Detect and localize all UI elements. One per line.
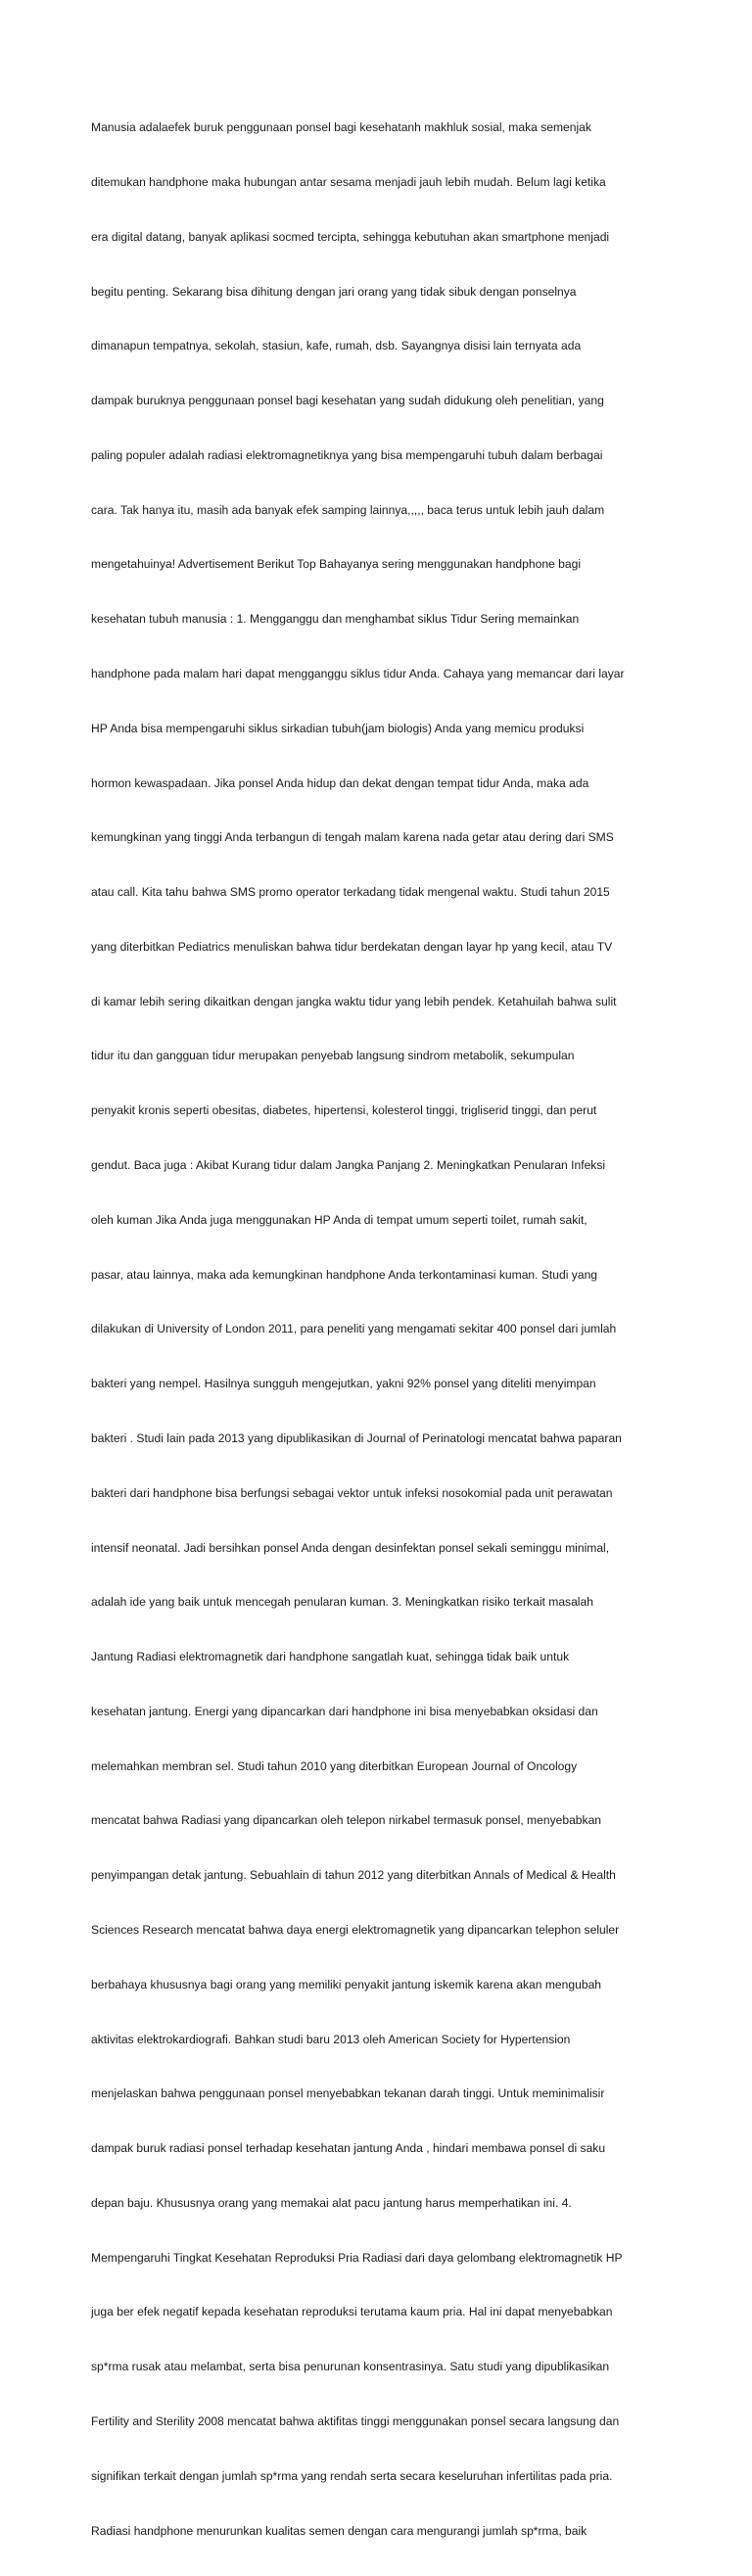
text-line: atau call. Kita tahu bahwa SMS promo operator terkadang tidak mengenal waktu. Studi tahun 2015 bbox=[91, 885, 610, 900]
text-line: kesehatan tubuh manusia : 1. Mengganggu dan menghambat siklus Tidur Sering memainkan bbox=[91, 612, 580, 627]
text-line: dilakukan di University of London 2011, para peneliti yang mengamati sekitar 400 ponsel dari jumlah bbox=[91, 1322, 617, 1336]
text-line: Jantung Radiasi elektromagnetik dari handphone sangatlah kuat, sehingga tidak baik untuk bbox=[91, 1650, 570, 1664]
text-line: melemahkan membran sel. Studi tahun 2010 yang diterbitkan European Journal of Oncology bbox=[91, 1758, 578, 1773]
body-text bbox=[91, 82, 664, 2576]
text-line: bakteri yang nempel. Hasilnya sungguh mengejutkan, yakni 92% ponsel yang diteliti menyimpan bbox=[91, 1377, 596, 1391]
text-line: mengetahuinya! Advertisement Berikut Top Bahayanya sering menggunakan handphone bagi bbox=[91, 557, 581, 572]
text-line: menjelaskan bahwa penggunaan ponsel menyebabkan tekanan darah tinggi. Untuk meminimalisir bbox=[91, 2086, 605, 2101]
text-line: handphone pada malam hari dapat mengganggu siklus tidur Anda. Cahaya yang memancar dari layar bbox=[91, 667, 625, 680]
text-line: era digital datang, banyak aplikasi socmed tercipta, sehingga kebutuhan akan smartphone menjadi bbox=[91, 229, 610, 244]
text-line: Sciences Research mencatat bahwa daya energi elektromagnetik yang dipancarkan telephon seluler bbox=[91, 1922, 620, 1937]
text-line: begitu penting. Sekarang bisa dihitung dengan jari orang yang tidak sibuk dengan ponselnya bbox=[91, 284, 577, 299]
text-line: aktivitas elektrokardiografi. Bahkan studi baru 2013 oleh American Society for Hypertension bbox=[91, 2032, 571, 2046]
text-line: dimanapun tempatnya, sekolah, stasiun, kafe, rumah, dsb. Sayangnya disisi lain ternyata ada bbox=[91, 339, 582, 353]
text-line: dampak buruknya penggunaan ponsel bagi kesehatan yang sudah didukung oleh penelitian, yang bbox=[91, 394, 604, 408]
text-line: HP Anda bisa mempengaruhi siklus sirkadian tubuh(jam biologis) Anda yang memicu produksi bbox=[91, 721, 585, 735]
text-line: signifikan terkait dengan jumlah sp*rma yang rendah serta secara keseluruhan infertilitas pada pria. bbox=[91, 2468, 613, 2483]
text-line: penyimpangan detak jantung. Sebuahlain di tahun 2012 yang diterbitkan Annals of Medical & Health bbox=[91, 1868, 616, 1883]
text-line: pasar, atau lainnya, maka ada kemungkinan handphone Anda terkontaminasi kuman. Studi yang bbox=[91, 1267, 598, 1282]
text-line: juga ber efek negatif kepada kesehatan reproduksi terutama kaum pria. Hal ini dapat menyebabkan bbox=[91, 2305, 613, 2319]
text-line: hormon kewaspadaan. Jika ponsel Anda hidup dan dekat dengan tempat tidur Anda, maka ada bbox=[91, 775, 589, 790]
text-line: kemungkinan yang tinggi Anda terbangun di tengah malam karena nada getar atau dering dari SMS bbox=[91, 830, 614, 845]
text-line: mencatat bahwa Radiasi yang dipancarkan oleh telepon nirkabel termasuk ponsel, menyebabkan bbox=[91, 1813, 602, 1828]
text-line: adalah ide yang baik untuk mencegah penularan kuman. 3. Meningkatkan risiko terkait masalah bbox=[91, 1595, 593, 1610]
text-line: kesehatan jantung. Energi yang dipancarkan dari handphone ini bisa menyebabkan oksidasi dan bbox=[91, 1704, 598, 1718]
text-line: bakteri dari handphone bisa berfungsi sebagai vektor untuk infeksi nosokomial pada unit perawatan bbox=[91, 1485, 613, 1500]
text-line: depan baju. Khususnya orang yang memakai alat pacu jantung harus memperhatikan ini. 4. bbox=[91, 2195, 572, 2210]
text-line: paling populer adalah radiasi elektromagnetiknya yang bisa mempengaruhi tubuh dalam berbagai bbox=[91, 447, 603, 462]
text-line: yang diterbitkan Pediatrics menuliskan bahwa tidur berdekatan dengan layar hp yang kecil, atau TV bbox=[91, 939, 613, 954]
text-line: cara. Tak hanya itu, masih ada banyak efek samping lainnya,,,,, baca terus untuk lebih jauh dalam bbox=[91, 502, 605, 517]
text-line: penyakit kronis seperti obesitas, diabetes, hipertensi, kolesterol tinggi, trigliserid tinggi, dan perut bbox=[91, 1103, 597, 1118]
text-line: Manusia adalaefek buruk penggunaan ponsel bagi kesehatanh makhluk sosial, maka semenjak bbox=[91, 120, 591, 135]
text-line: tidur itu dan gangguan tidur merupakan penyebab langsung sindrom metabolik, sekumpulan bbox=[91, 1049, 575, 1063]
text-line: Fertility and Sterility 2008 mencatat bahwa aktifitas tinggi menggunakan ponsel secara langsung dan bbox=[91, 2414, 620, 2428]
text-line: dampak buruk radiasi ponsel terhadap kesehatan jantung Anda , hindari membawa ponsel di saku bbox=[91, 2141, 606, 2156]
text-line: intensif neonatal. Jadi bersihkan ponsel Anda dengan desinfektan ponsel sekali seminggu minimal, bbox=[91, 1540, 610, 1555]
text-line: sp*rma rusak atau melambat, serta bisa penurunan konsentrasinya. Satu studi yang dipublikasikan bbox=[91, 2360, 610, 2374]
text-line: di kamar lebih sering dikaitkan dengan jangka waktu tidur yang lebih pendek. Ketahuilah bahwa sulit bbox=[91, 994, 617, 1008]
text-line: gendut. Baca juga : Akibat Kurang tidur dalam Jangka Panjang 2. Meningkatkan Penularan Infeksi bbox=[91, 1158, 606, 1173]
text-line: ditemukan handphone maka hubungan antar sesama menjadi jauh lebih mudah. Belum lagi ketika bbox=[91, 174, 606, 189]
text-line: oleh kuman Jika Anda juga menggunakan HP Anda di tempat umum seperti toilet, rumah sakit, bbox=[91, 1212, 588, 1227]
text-line: berbahaya khususnya bagi orang yang memiliki penyakit jantung iskemik karena akan mengubah bbox=[91, 1977, 602, 1991]
text-line: bakteri . Studi lain pada 2013 yang dipublikasikan di Journal of Perinatologi mencatat bahwa paparan bbox=[91, 1430, 622, 1445]
text-line: Mempengaruhi Tingkat Kesehatan Reproduksi Pria Radiasi dari daya gelombang elektromagnetik HP bbox=[91, 2250, 623, 2265]
text-line: Radiasi handphone menurunkan kualitas semen dengan cara mengurangi jumlah sp*rma, baik bbox=[91, 2523, 588, 2538]
